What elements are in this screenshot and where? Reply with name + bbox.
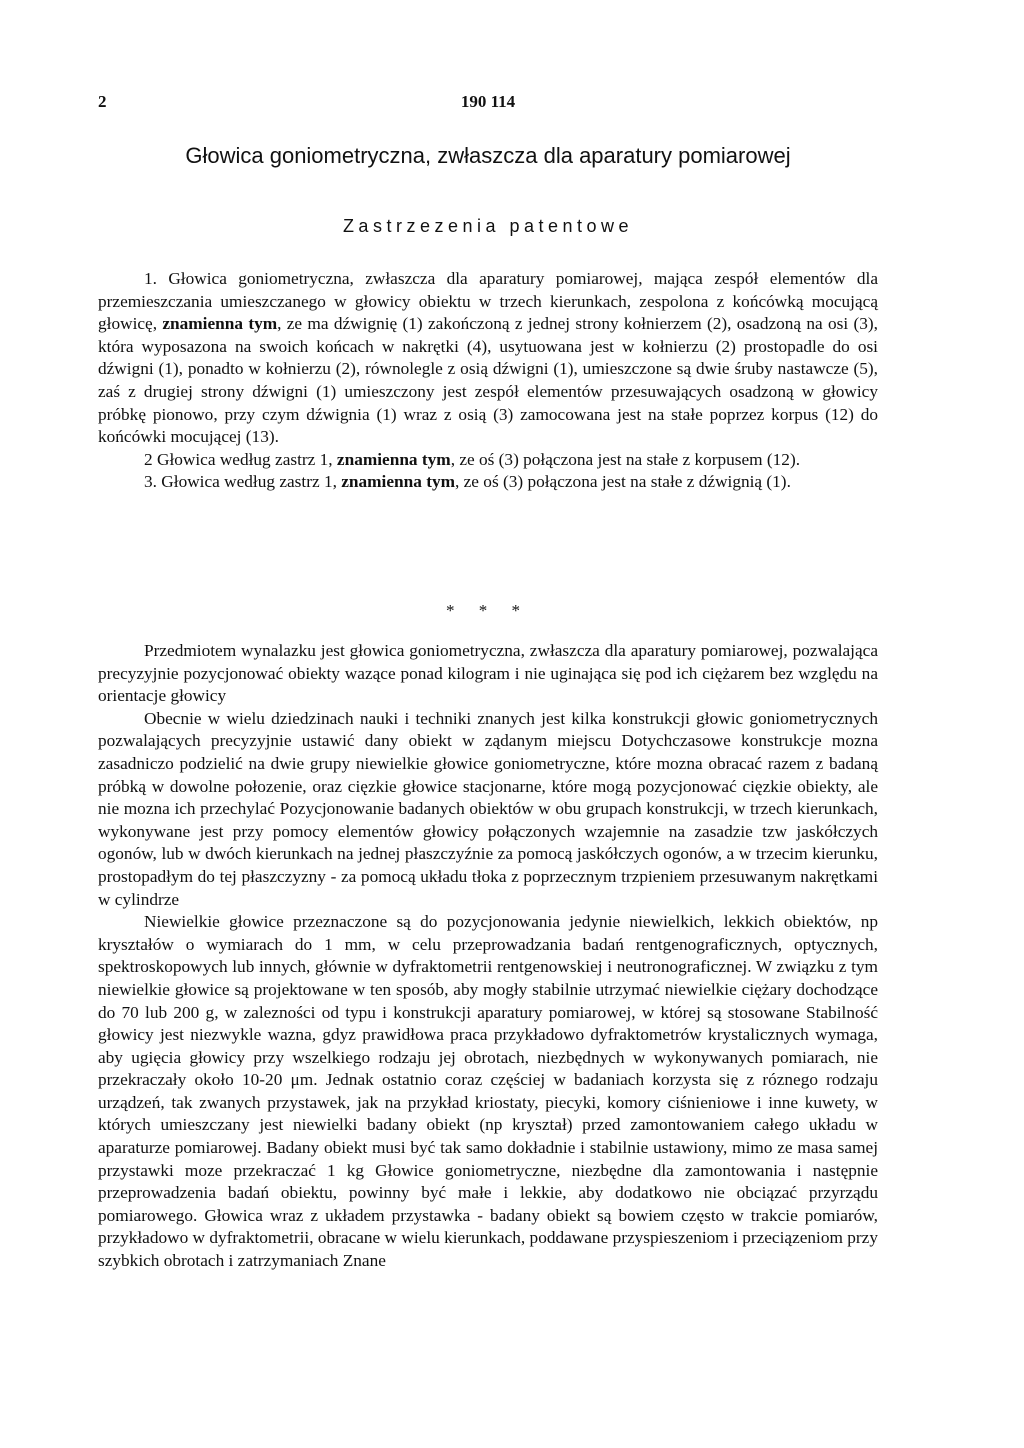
paragraph: Przedmiotem wynalazku jest głowica goniometryczna, zwłaszcza dla aparatury pomiarowej, pozwalająca precyzyjnie pozycjonować obiekty wazące ponad kilogram i nie uginająca się pod ich ciężarem bez względu na orientacje głowicy	[98, 641, 878, 706]
paragraph: Obecnie w wielu dziedzinach nauki i techniki znanych jest kilka konstrukcji głowic goniometrycznych pozwalających precyzyjnie ustawić dany obiekt w ządanym miejscu Dotychczasowe konstrukcje mozna zasadniczo podzielić na dwie grupy niewielkie głowice goniometryczne, które mozna obracać razem z badaną próbką w dowolne połozenie, oraz cięzkie głowice stacjonarne, które mogą pozycjonować cięzkie obiekty, ale nie mozna ich przechylać Pozycjonowanie badanych obiektów w obu grupach konstrukcji, w trzech kierunkach, wykonywane jest przy pomocy elementów głowicy połączonych wzajemnie na zasadzie tzw jaskółczych ogonów, lub w dwóch kierunkach na jednej płaszczyźnie za pomocą jaskółczych ogonów, a w trzecim kierunku, prostopadłym do tej płaszczyzny - za pomocą układu tłoka z poprzecznym trzpieniem przesuwanym nakrętkami w cylindrze	[98, 708, 878, 909]
page-number: 2	[98, 92, 107, 111]
document-title: Głowica goniometryczna, zwłaszcza dla aparatury pomiarowej	[185, 143, 791, 168]
claim-3: 3. Głowica według zastrz 1, znamienna tym, ze oś (3) połączona jest na stałe z dźwignią (1).	[144, 472, 791, 492]
paragraph: Niewielkie głowice przeznaczone są do pozycjonowania jedynie niewielkich, lekkich obiektów, np kryształów o wymiarach do 1 mm, w celu przeprowadzania badań rentgenograficznych, optycznych, spektroskopowych lub innych, głównie w dyfraktometrii rentgenowskiej i neutronograficznej. W związku z tym niewielkie głowice są projektowane w ten sposób, aby mogły stabilnie utrzymać niewielkie ciężary dochodzące do 70 lub 200 g, w zalezności od typu i konstrukcji aparatury pomiarowej, w której są stosowane Stabilność głowicy jest niezwykle wazna, gdyz prawidłowa praca przykładowo dyfraktometrów krystalicznych wymaga, aby ugięcia głowicy przy wszelkiego rodzaju jej obrotach, niezbędnych w wykonywanych pomiarach, nie przekraczały około 10-20 μm. Jednak ostatnio coraz częściej w badaniach korzysta się z róznego rodzaju urządzeń, tak zwanych przystawek, jak na przykład kriostaty, piecyki, komory ciśnieniowe i inne kuwety, w których umieszczany jest niewielki badany obiekt (np kryształ) przed zamontowaniem całego układu w aparaturze pomiarowej. Badany obiekt musi być tak samo dokładnie i stabilnie ustawiony, mimo ze masa samej przystawki moze przekraczać 1 kg Głowice goniometryczne, niezbędne dla zamontowania i następnie przeprowadzenia badań obiektu, powinny być małe i lekkie, aby dodatkowo nie obciązać przyrządu pomiarowego. Głowica wraz z układem przystawka - badany obiekt są bowiem często w trakcie pomiarów, przykładowo w dyfraktometrii, obracane w wielu kierunkach, poddawane przyspieszeniom i przeciązeniom przy szybkich obrotach i zatrzymaniach Znane	[98, 912, 878, 1271]
description-section	[98, 640, 878, 1273]
section-heading: Zastrzezenia patentowe	[342, 216, 634, 236]
claim-1: 1. Głowica goniometryczna, zwłaszcza dla aparatury pomiarowej, mająca zespół elementów dla przemieszczania umieszczanego w głowicy obiektu w trzech kierunkach, zespolona z końcówką mocującą głowicę, znamienna tym, ze ma dźwignię (1) zakończoną z jednej strony kołnierzem (2), osadzoną na osi (3), która wyposazona na swoich końcach w nakrętki (4), usytuowana jest w kołnierzu (2) prostopadle do osi dźwigni (1), ponadto w kołnierzu (2), równolegle z osią dźwigni (1), umieszczone są dwie śruby nastawcze (5), zaś z drugiej strony dźwigni (1) umieszczony jest zespół elementów przesuwających osadzoną w głowicy próbkę pionowo, przy czym dźwignia (1) wraz z osią (3) zamocowana jest na stałe poprzez korpus (12) do końcówki mocującej (13).	[98, 269, 878, 447]
document-number: 190 114	[460, 92, 516, 111]
page-header	[98, 92, 878, 116]
claims-section	[98, 268, 878, 494]
claim-2: 2 Głowica według zastrz 1, znamienna tym, ze oś (3) połączona jest na stałe z korpusem (12).	[144, 449, 801, 469]
section-separator: * * *	[446, 601, 530, 620]
